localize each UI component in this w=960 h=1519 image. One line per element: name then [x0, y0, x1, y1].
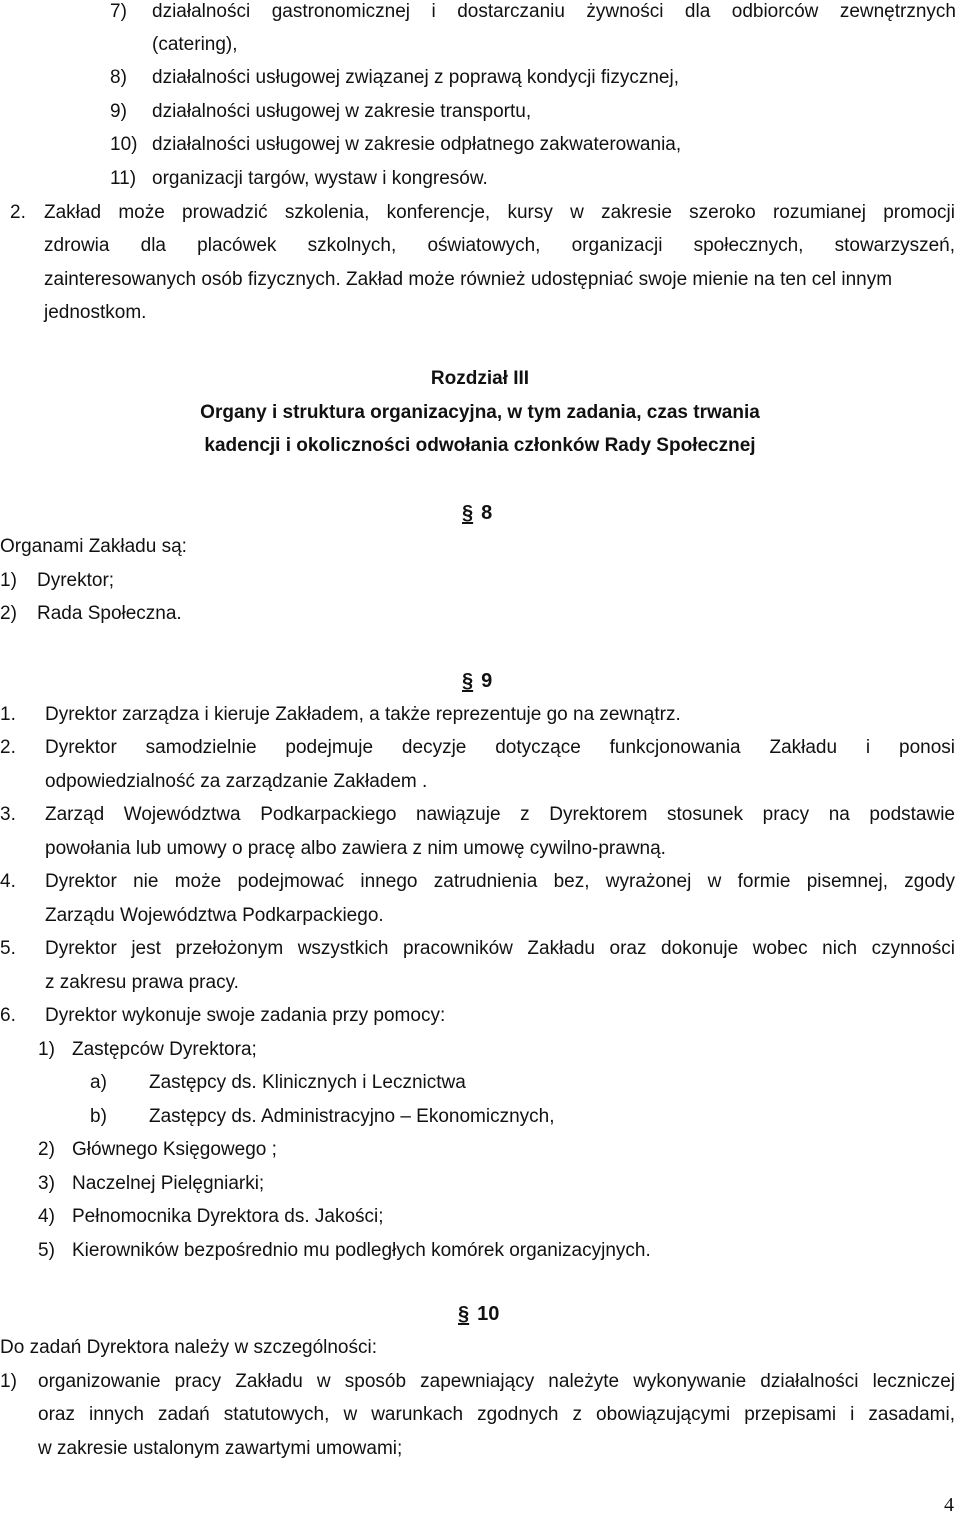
list-item-number: 1. — [0, 704, 16, 725]
sub-item-text: Kierowników bezpośrednio mu podległych komórek organizacyjnych. — [72, 1240, 651, 1261]
list-item-text: Dyrektor samodzielnie podejmuje decyzje dotyczące funkcjonowania Zakładu i ponosi — [45, 737, 955, 758]
section-intro: Do zadań Dyrektora należy w szczególności: — [0, 1337, 378, 1358]
paragraph-line: zainteresowanych osób fizycznych. Zakład może również udostępniać swoje mienie na ten cel innym — [44, 269, 893, 290]
list-item-number: 2) — [0, 603, 17, 624]
section-sign: § — [462, 670, 474, 692]
list-item-text: Zarząd Województwa Podkarpackiego nawiązuje z Dyrektorem stosunek pracy na podstawie — [45, 804, 955, 825]
list-item-text: Zarządu Województwa Podkarpackiego. — [45, 905, 384, 926]
list-item-text: oraz innych zadań statutowych, w warunkach zgodnych z obowiązującymi przepisami i zasadami, — [38, 1404, 955, 1425]
sub-item-number: 1) — [38, 1039, 55, 1060]
sub-item-number: b) — [90, 1106, 107, 1127]
sub-item-text: Zastępcy ds. Administracyjno – Ekonomicznych, — [149, 1106, 555, 1127]
section-number: 10 — [477, 1303, 500, 1325]
list-item-text: organizowanie pracy Zakładu w sposób zapewniający należyte wykonywanie działalności leczniczej — [38, 1371, 955, 1392]
list-item-text: Dyrektor wykonuje swoje zadania przy pomocy: — [45, 1005, 446, 1026]
paragraph-line: zdrowia dla placówek szkolnych, oświatowych, organizacji społecznych, stowarzyszeń, — [44, 235, 955, 256]
list-item-text: Dyrektor jest przełożonym wszystkich pracowników Zakładu oraz dokonuje wobec nich czynności — [45, 938, 955, 959]
section-number: 8 — [481, 502, 493, 524]
sub-item-text: Zastępcy ds. Klinicznych i Lecznictwa — [149, 1072, 466, 1093]
list-item-number: 6. — [0, 1005, 16, 1026]
section-sign: § — [458, 1303, 470, 1325]
list-item-number: 4. — [0, 871, 16, 892]
list-item-number: 9) — [110, 101, 127, 122]
list-item-number: 1) — [0, 570, 17, 591]
sub-item-number: 5) — [38, 1240, 55, 1261]
list-item-text: działalności usługowej w zakresie odpłatnego zakwaterowania, — [152, 134, 682, 155]
chapter-subtitle: Organy i struktura organizacyjna, w tym zadania, czas trwania — [200, 402, 760, 423]
point-number: 2. — [10, 202, 26, 223]
list-item-number: 1) — [0, 1371, 17, 1392]
list-item-text: Dyrektor nie może podejmować innego zatrudnienia bez, wyrażonej w formie pisemnej, zgody — [45, 871, 955, 892]
list-item-number: 7) — [110, 1, 127, 22]
list-item-text: działalności gastronomicznej i dostarczaniu żywności dla odbiorców zewnętrznych — [152, 1, 956, 22]
section-intro: Organami Zakładu są: — [0, 536, 187, 557]
section-heading — [462, 497, 492, 531]
list-item-text: powołania lub umowy o pracę albo zawiera z nim umowę cywilno-prawną. — [45, 838, 666, 859]
sub-item-number: 3) — [38, 1173, 55, 1194]
list-item-text: działalności usługowej związanej z poprawą kondycji fizycznej, — [152, 67, 679, 88]
paragraph-line: jednostkom. — [44, 302, 147, 323]
list-item-number: 5. — [0, 938, 16, 959]
paragraph-line: Zakład może prowadzić szkolenia, konferencje, kursy w zakresie szeroko rozumianej promocji — [44, 202, 955, 223]
section-number: 9 — [481, 670, 493, 692]
list-item-text: Dyrektor; — [37, 570, 115, 591]
list-item-number: 10) — [110, 134, 138, 155]
sub-item-text: Głównego Księgowego ; — [72, 1139, 277, 1160]
list-item-text: Rada Społeczna. — [37, 603, 182, 624]
list-item-number: 3. — [0, 804, 16, 825]
chapter-subtitle: kadencji i okoliczności odwołania członków Rady Społecznej — [204, 435, 756, 456]
list-item-number: 11) — [110, 168, 137, 189]
sub-item-text: Pełnomocnika Dyrektora ds. Jakości; — [72, 1206, 384, 1227]
list-item-text: z zakresu prawa pracy. — [45, 972, 239, 993]
chapter-title: Rozdział III — [430, 368, 530, 389]
list-item-number: 2. — [0, 737, 16, 758]
list-item-text: w zakresie ustalonym zawartymi umowami; — [38, 1438, 403, 1459]
list-item-text: odpowiedzialność za zarządzanie Zakładem . — [45, 771, 428, 792]
list-item-text: (catering), — [152, 34, 238, 55]
sub-item-number: 4) — [38, 1206, 55, 1227]
list-item-text: organizacji targów, wystaw i kongresów. — [152, 168, 488, 189]
list-item-number: 8) — [110, 67, 127, 88]
sub-item-text: Naczelnej Pielęgniarki; — [72, 1173, 265, 1194]
list-item-text: działalności usługowej w zakresie transportu, — [152, 101, 532, 122]
page-number: 4 — [944, 1494, 954, 1516]
section-sign: § — [462, 502, 474, 524]
list-item-text: Dyrektor zarządza i kieruje Zakładem, a także reprezentuje go na zewnątrz. — [45, 704, 681, 725]
sub-item-text: Zastępców Dyrektora; — [72, 1039, 257, 1060]
section-heading — [462, 665, 492, 699]
sub-item-number: 2) — [38, 1139, 55, 1160]
section-heading — [458, 1298, 499, 1332]
sub-item-number: a) — [90, 1072, 107, 1093]
